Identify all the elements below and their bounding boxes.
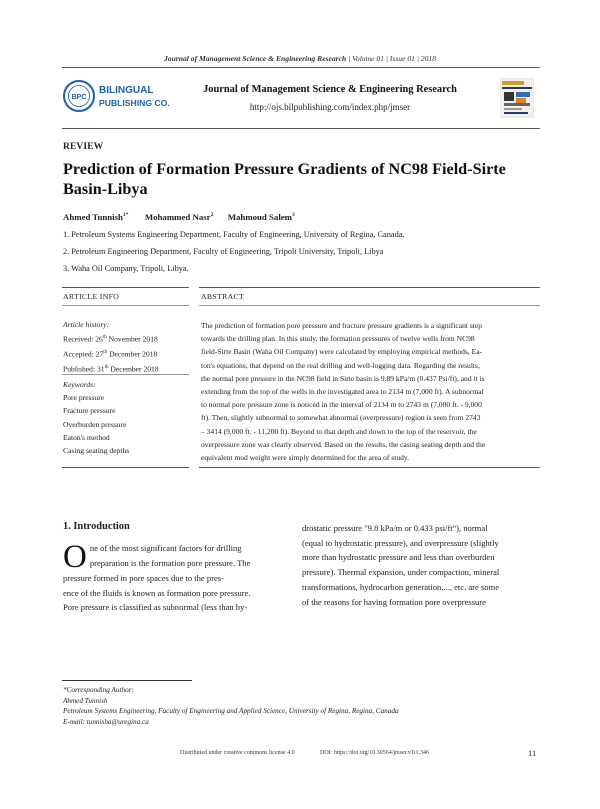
masthead-rule: [62, 128, 540, 129]
footnote-affiliation: Petroleum Systems Engineering, Faculty of Engineering and Applied Science, University of Regina, Regina, Canada: [63, 707, 399, 716]
abstract-line: to normal pore pressure zone is noticed in the interval of 2134 m to 2743 m (7,000 ft. - 9,000: [201, 400, 482, 410]
article-title: [63, 159, 543, 199]
publisher-name-line2: PUBLISHING CO.: [99, 98, 170, 108]
running-head-issue: | Volume 01 | Issue 01 | 2018: [346, 54, 437, 63]
author-list: [63, 212, 295, 222]
abstract-body: [201, 319, 539, 464]
body-line: Pore pressure is classified as subnormal (less than hy-: [63, 602, 248, 613]
history-label: Article history:: [63, 320, 110, 329]
journal-cover-thumbnail: [500, 78, 534, 118]
abstract-top-rule: [199, 287, 540, 288]
license-text: Distributed under creative commons license 4.0: [180, 750, 295, 756]
footnote-label: *Corresponding Author:: [63, 686, 134, 694]
affiliation: 1. Petroleum Systems Engineering Department, Faculty of Engineering, University of Regina, Canada.: [63, 230, 405, 239]
body-line: more than hydrostatic pressure and less than overburden: [302, 552, 495, 563]
section-heading-introduction: 1. Introduction: [63, 521, 130, 532]
running-head: [0, 54, 600, 63]
author-name: Ahmed Tunnish: [63, 212, 123, 222]
body-line: transformations, hydrocarbon generation,..., etc. are some: [302, 581, 499, 592]
author-sup: 2: [210, 212, 214, 219]
keywords-label: Keywords:: [63, 380, 96, 389]
keyword-item: Fracture pressure: [63, 406, 116, 416]
abstract-heading: ABSTRACT: [201, 292, 245, 301]
received-date: Received: 26th November 2018: [63, 334, 158, 344]
publisher-name-line1: BILINGUAL: [99, 85, 154, 96]
affiliation: 3. Waha Oil Company, Tripoli, Libya.: [63, 264, 189, 273]
footnote-rule: [62, 680, 192, 681]
publisher-emblem-text: BPC: [71, 94, 87, 101]
publisher-logo: [62, 78, 180, 114]
doi-link[interactable]: DOI: https://doi.org/10.30564/jmser.v1i1.346: [320, 750, 430, 756]
author-sup: 1*: [122, 212, 129, 219]
footnote-email[interactable]: E-mail: tunnisha@uregina.ca: [63, 717, 149, 726]
abstract-sub-rule: [199, 305, 540, 306]
abstract-line: – 3414 (9,000 ft. - 11,200 ft). Beyond to that depth and down to the top of the reservoir, the: [201, 426, 477, 436]
corresponding-author-note: [63, 685, 399, 727]
accepted-date: Accepted: 27th December 2018: [63, 349, 158, 359]
footnote-name: Ahmed Tunnish: [63, 696, 108, 705]
journal-title: Journal of Management Science & Engineering Research: [203, 84, 457, 95]
intro-right-column: [302, 521, 540, 609]
keyword-item: Pore pressure: [63, 393, 105, 403]
published-date: Published: 31th December 2018: [63, 364, 159, 374]
running-head-journal: Journal of Management Science & Engineering Research: [163, 54, 347, 63]
journal-url[interactable]: http://ojs.bilpublishing.com/index.php/jmser: [249, 102, 411, 112]
article-title-line2: Basin-Libya: [63, 180, 148, 198]
body-line: ence of the fluids is known as formation pore pressure.: [63, 587, 251, 598]
affiliation: 2. Petroleum Engineering Department, Faculty of Engineering, Tripoli University, Tripoli, Libya: [63, 247, 384, 256]
keyword-item: Eaton's method: [63, 432, 110, 442]
abstract-line: ton's equations, that depend on the real drilling and well-logging data. Regarding the results,: [201, 360, 480, 370]
body-line: pressure). Thermal expansion, under compaction, mineral: [302, 567, 500, 578]
abstract-line: field-Sirte Basin (Waha Oil Company) were calculated by employing empirical methods, Ea-: [201, 347, 483, 357]
abstract-line: towards the drilling plan. In this study, the formation pressures of twelve wells from NC98: [201, 334, 475, 344]
article-info-bottom-rule: [62, 467, 189, 468]
body-line: pressure formed in pore spaces due to the pres-: [63, 573, 224, 583]
drop-cap: O: [63, 539, 87, 575]
body-line: preparation is the formation pore pressure. The: [89, 557, 251, 568]
abstract-line: extending from the top of the wells in the investigated area to 2134 m (7,000 ft). A subnormal: [201, 387, 484, 397]
header-rule: [62, 67, 540, 68]
article-info-sub-rule: [62, 305, 189, 306]
abstract-line: the normal pore pressure in the NC98 field in Sirte basin is 9.89 kPa/m (0.437 Psi/ft), and it is: [201, 373, 485, 383]
article-info-top-rule: [62, 287, 189, 288]
abstract-line: overpressure zone was clearly observed. Based on the results, the casing seating depth and the: [201, 439, 486, 449]
page-number: 11: [528, 748, 537, 758]
body-line: ne of the most significant factors for drilling: [89, 543, 242, 553]
article-history: [63, 318, 159, 375]
keyword-item: Overburden pressure: [63, 419, 127, 429]
keywords-rule: [62, 374, 189, 375]
article-info-heading: ARTICLE INFO: [63, 292, 120, 301]
abstract-bottom-rule: [199, 467, 540, 468]
keyword-item: Casing seating depths: [63, 446, 130, 456]
keywords-list: [63, 378, 129, 457]
author-name: Mohammed Nasr: [144, 212, 211, 222]
intro-left-column: [63, 541, 279, 615]
author-sup: 3: [292, 212, 295, 219]
author-name: Mahmoud Salem: [227, 212, 292, 222]
abstract-line: ft). Then, slightly subnormal to somewhat abnormal (overpressure) region is seen from 2743: [201, 413, 481, 423]
article-type: REVIEW: [63, 142, 104, 152]
abstract-line: equivalent mud weight were simply determined for the area of study.: [201, 453, 410, 463]
body-line: of the reasons for having formation pore overpressure: [302, 596, 486, 607]
body-line: (equal to hydrostatic pressure), and overpressure (slightly: [302, 537, 499, 548]
body-line: drostatic pressure "9.8 kPa/m or 0.433 psi/ft"), normal: [302, 523, 488, 533]
abstract-line: The prediction of formation pore pressure and fracture pressure gradients is a significant step: [201, 321, 483, 330]
article-title-line1: Prediction of Formation Pressure Gradients of NC98 Field-Sirte: [63, 160, 506, 178]
